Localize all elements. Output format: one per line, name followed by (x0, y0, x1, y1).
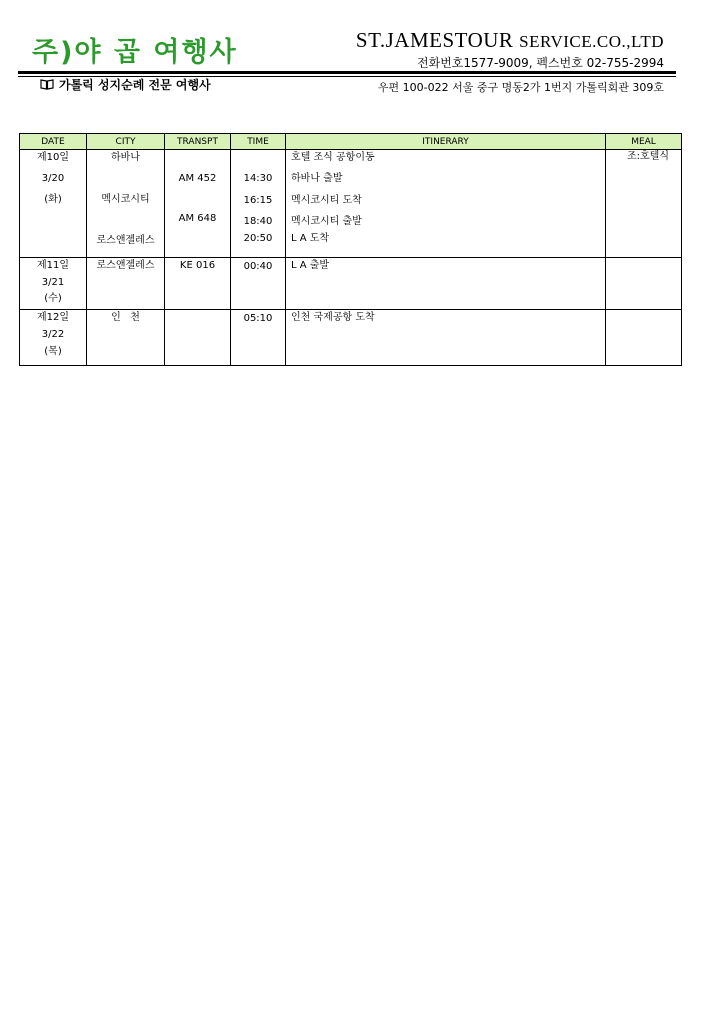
day-label: 제10일 (36, 152, 70, 163)
itinerary-table (19, 133, 682, 366)
city-line: 멕시코시티 (101, 194, 150, 205)
city-line: 하바나 (111, 152, 140, 163)
transpt-line (165, 231, 230, 257)
city-cell (87, 310, 165, 366)
day-label: 제12일 (36, 312, 70, 323)
city-cell (87, 150, 165, 258)
time-cell (231, 258, 286, 310)
transpt-cell (165, 310, 231, 366)
header-rule-thick (18, 71, 676, 74)
meal-line: 조:호텔식 (626, 151, 669, 162)
date-label: 3/21 (41, 277, 65, 288)
time-line: 00:40 (243, 261, 273, 272)
date-cell (20, 258, 87, 310)
date-label: 3/22 (41, 329, 65, 340)
column-header-transpt: TRANSPT (165, 134, 231, 150)
company-name-korean: 주)야 곱 여행사 (32, 37, 238, 68)
city-line (87, 211, 164, 231)
transpt-cell (165, 150, 231, 258)
itinerary-line: 멕시코시티 도착 (291, 195, 362, 206)
itinerary-line: L A 출발 (291, 260, 330, 271)
table-row (20, 310, 682, 366)
column-header-date: DATE (20, 134, 87, 150)
table-row (20, 258, 682, 310)
city-line: 로스앤젤레스 (96, 260, 155, 271)
time-line (231, 150, 285, 167)
city-line: 로스앤젤레스 (96, 235, 155, 246)
date-cell (20, 150, 87, 258)
meal-cell (606, 150, 682, 258)
itinerary-line: 하바나 출발 (291, 173, 343, 184)
city-line: 인 천 (111, 312, 140, 323)
meal-cell (606, 310, 682, 366)
transpt-line: AM 648 (178, 213, 217, 224)
weekday-label: (수) (44, 293, 62, 304)
itinerary-cell (286, 150, 606, 258)
time-cell (231, 150, 286, 258)
day-label: 제11일 (36, 260, 70, 271)
itinerary-line: 멕시코시티 출발 (291, 216, 362, 227)
time-line: 20:50 (243, 233, 273, 244)
time-line: 18:40 (243, 216, 273, 227)
transpt-line: KE 016 (179, 260, 216, 271)
column-header-meal: MEAL (606, 134, 682, 150)
meal-line (606, 258, 669, 274)
meal-cell (606, 258, 682, 310)
time-line: 16:15 (243, 195, 273, 206)
table-header-row (20, 134, 682, 150)
time-cell (231, 310, 286, 366)
city-line (87, 167, 164, 189)
itinerary-line: L A 도착 (291, 233, 330, 244)
meal-line (606, 310, 669, 326)
company-name-english (356, 28, 664, 53)
date-cell (20, 310, 87, 366)
itinerary-cell (286, 310, 606, 366)
weekday-label: (화) (44, 194, 62, 205)
transpt-line (165, 189, 230, 211)
weekday-label: (목) (44, 346, 62, 357)
slogan (40, 76, 211, 93)
transpt-line: AM 452 (178, 173, 217, 184)
city-cell (87, 258, 165, 310)
book-icon (40, 79, 54, 90)
column-header-itinerary: ITINERARY (286, 134, 606, 150)
transpt-line (165, 310, 230, 326)
date-label: 3/20 (41, 173, 65, 184)
column-header-city: CITY (87, 134, 165, 150)
time-line: 14:30 (243, 173, 273, 184)
company-name-english-main: ST.JAMESTOUR (355, 28, 514, 52)
contact-info: 전화번호1577-9009, 펙스번호 02-755-2994 (417, 56, 664, 70)
slogan-text: 가톨릭 성지순례 전문 여행사 (59, 78, 211, 92)
time-line: 05:10 (243, 313, 273, 324)
company-name-english-suffix: SERVICE.CO.,LTD (519, 32, 664, 51)
itinerary-line: 인천 국제공항 도착 (291, 312, 375, 323)
itinerary-cell (286, 258, 606, 310)
transpt-line (165, 150, 230, 167)
column-header-time: TIME (231, 134, 286, 150)
address: 우편 100-022 서울 중구 명동2가 1번지 가톨릭회관 309호 (377, 81, 664, 94)
itinerary-line: 호텔 조식 공항이동 (291, 152, 375, 163)
transpt-cell (165, 258, 231, 310)
table-row (20, 150, 682, 258)
